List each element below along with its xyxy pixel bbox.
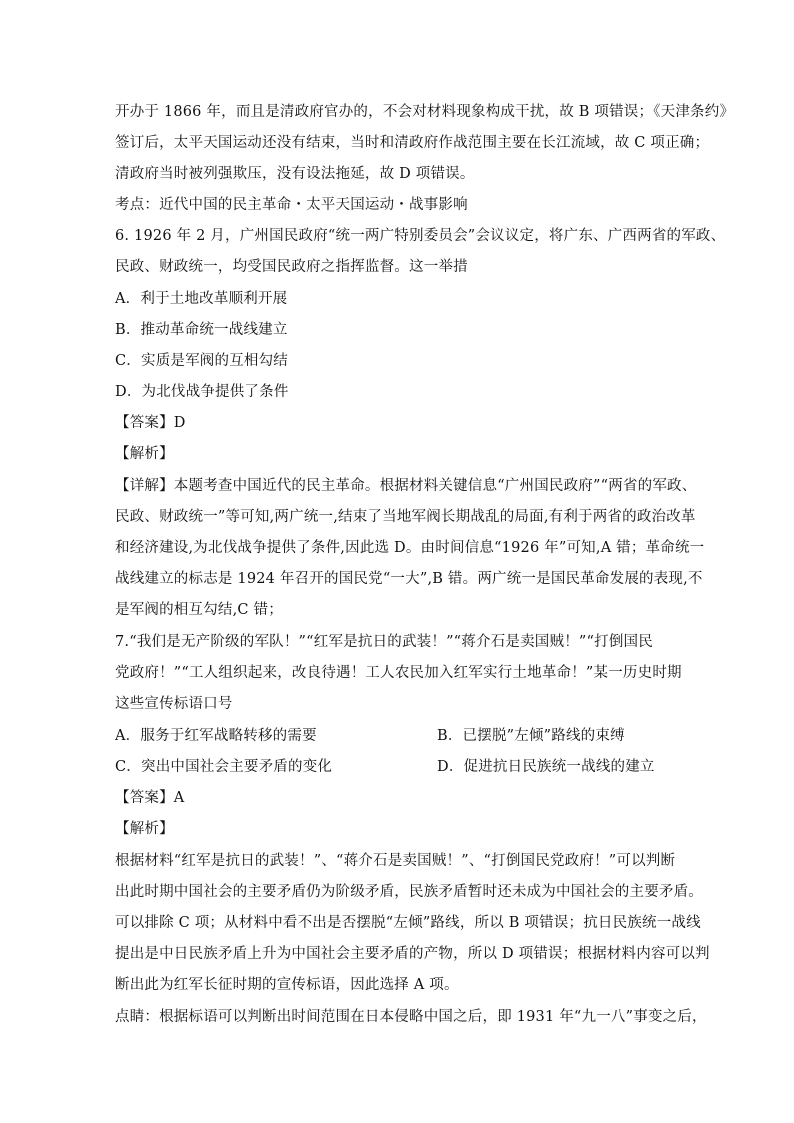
q7-body-line-3: 可以排除 C 项；从材料中看不出是否摆脱“左倾”路线，所以 B 项错误；抗日民族统一战线: [115, 915, 701, 931]
kaodian-line: 考点：近代中国的民主革命・太平天国运动・战事影响: [115, 197, 468, 213]
q6-option-c: C．实质是军阀的互相勾结: [115, 353, 288, 369]
q6-detail-line-1: 【详解】本题考查中国近代的民主革命。根据材料关键信息“广州国民政府”“两省的军政、: [115, 478, 697, 494]
q7-stem-line-1: 7.“我们是无产阶级的军队！”“红军是抗日的武装！”“蒋介石是卖国贼！”“打倒国民: [115, 634, 653, 650]
q7-stem-line-2: 党政府！”“工人组织起来，改良待遇！工人农民加入红军实行土地革命！”某一历史时期: [115, 665, 682, 681]
q7-analysis-heading: 【解析】: [115, 821, 174, 837]
q7-stem-line-3: 这些宣传标语口号: [115, 696, 233, 712]
q7-body-line-2: 出此时期中国社会的主要矛盾仍为阶级矛盾，民族矛盾暂时还未成为中国社会的主要矛盾。: [115, 884, 703, 900]
prev-analysis-line-1: 开办于 1866 年，而且是清政府官办的，不会对材料现象构成干扰，故 B 项错误；《天津条约》: [115, 104, 735, 120]
prev-analysis-line-2: 签订后，太平天国运动还没有结束，当时和清政府作战范围主要在长江流域，故 C 项正确；: [115, 135, 710, 151]
q7-option-c: C．突出中国社会主要矛盾的变化: [115, 759, 333, 775]
q6-detail-line-3: 和经济建设,为北伐战争提供了条件,因此选 D。由时间信息“1926 年”可知,A 错；革命统一: [115, 540, 705, 556]
q7-option-b: B．已摆脱”左倾”路线的束缚: [437, 728, 625, 744]
q6-stem-line-1: 6. 1926 年 2 月，广州国民政府“统一两广特别委员会”会议议定，将广东、广西两省的军政、: [115, 228, 726, 244]
q7-body-line-4: 提出是中日民族矛盾上升为中国社会主要矛盾的产物，所以 D 项错误；根据材料内容可以判: [115, 946, 710, 962]
q6-analysis-heading: 【解析】: [115, 446, 174, 462]
q6-answer: 【答案】D: [115, 415, 186, 431]
q7-answer: 【答案】A: [115, 790, 185, 806]
q7-option-d: D．促进抗日民族统一战线的建立: [437, 759, 655, 775]
q6-detail-line-4: 战线建立的标志是 1924 年召开的国民党“一大”,B 错。两广统一是国民革命发展的表现,不: [115, 571, 703, 587]
q7-dianjing-line: 点睛：根据标语可以判断出时间范围在日本侵略中国之后，即 1931 年“九一八”事变之后，: [115, 1009, 707, 1025]
q6-detail-line-5: 是军阀的相互勾结,C 错；: [115, 602, 283, 618]
q7-body-line-5: 断出此为红军长征时期的宣传标语，因此选择 A 项。: [115, 977, 459, 993]
q6-stem-line-2: 民政、财政统一，均受国民政府之指挥监督。这一举措: [115, 259, 468, 275]
q7-body-line-1: 根据材料“红军是抗日的武装！”、“蒋介石是卖国贼！”、“打倒国民党政府！”可以判断: [115, 853, 676, 869]
q6-option-b: B．推动革命统一战线建立: [115, 322, 288, 338]
q7-option-a: A．服务于红军战略转移的需要: [115, 728, 317, 744]
q6-option-d: D．为北伐战争提供了条件: [115, 384, 289, 400]
q6-detail-line-2: 民政、财政统一”等可知,两广统一,结束了当地军阀长期战乱的局面,有利于两省的政治改革: [115, 509, 696, 525]
q6-option-a: A．利于土地改革顺利开展: [115, 291, 288, 307]
prev-analysis-line-3: 清政府当时被列强欺压，没有设法拖延，故 D 项错误。: [115, 166, 475, 182]
